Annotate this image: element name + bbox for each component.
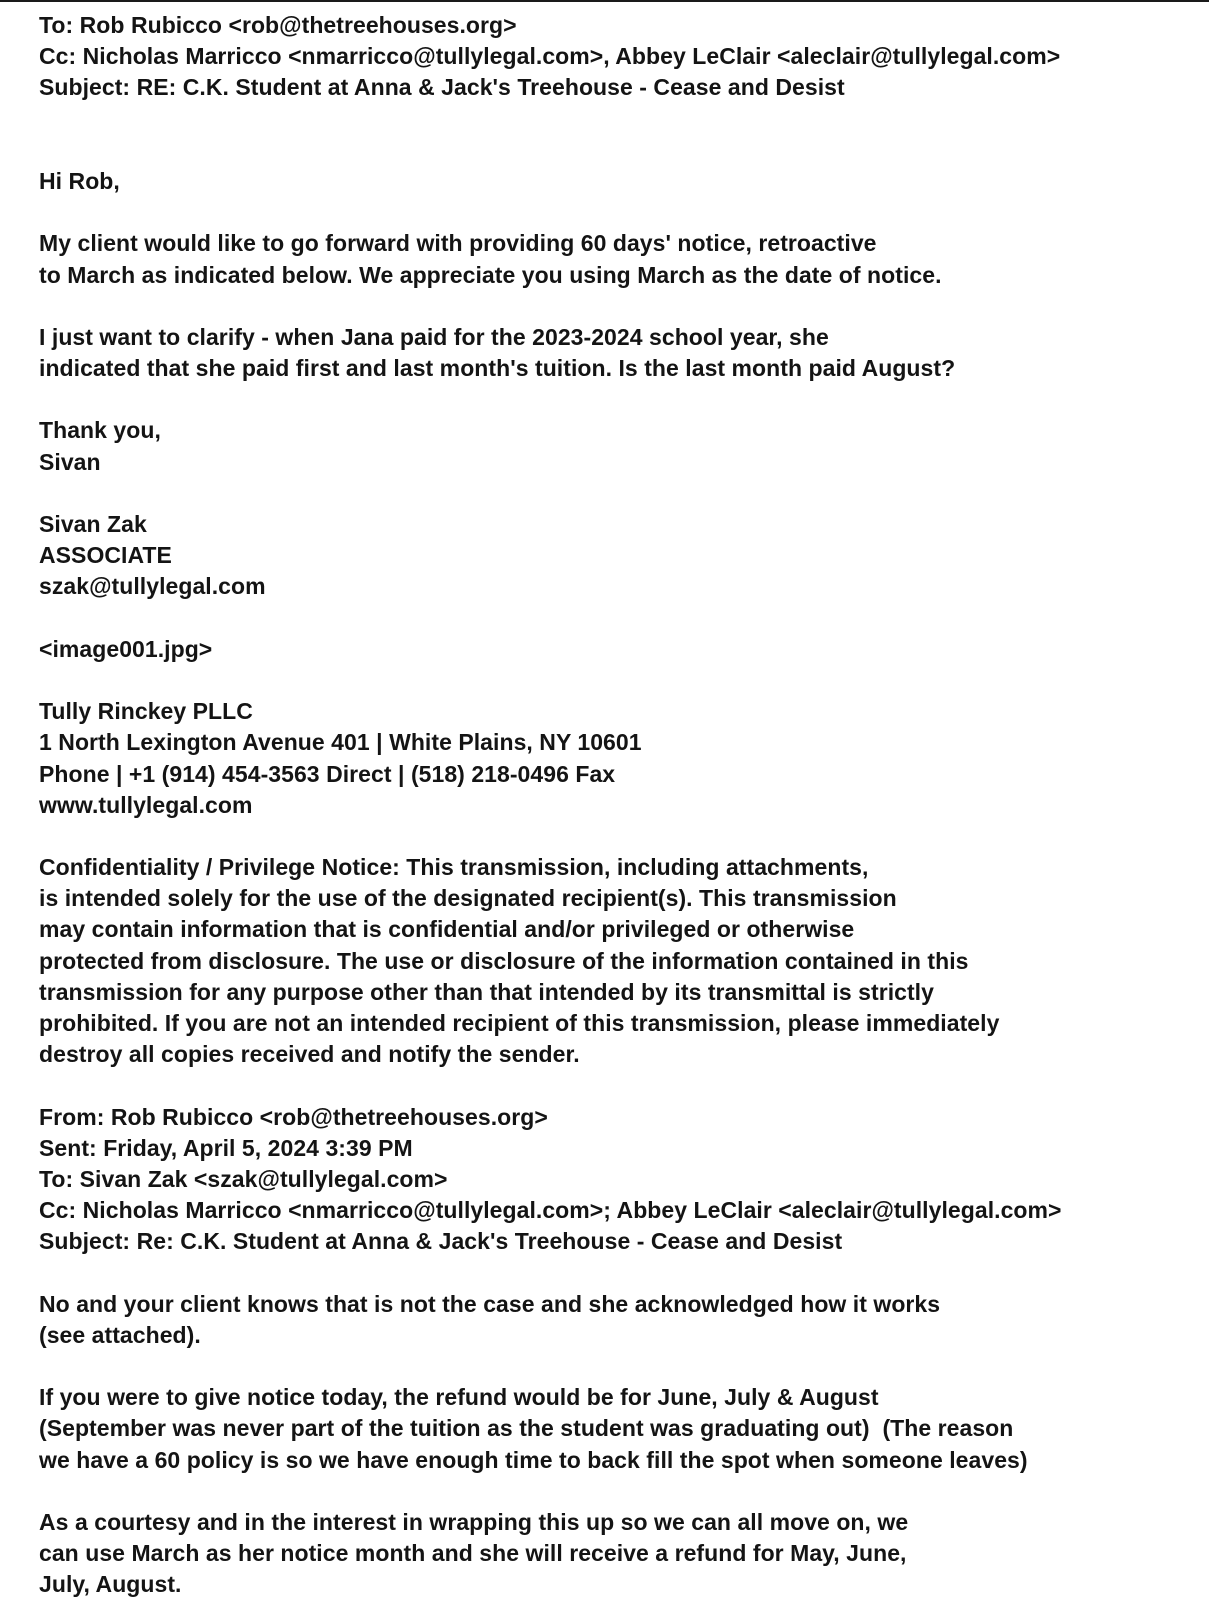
notice-line: Confidentiality / Privilege Notice: This transmission, including attachments, bbox=[39, 854, 869, 881]
spacer bbox=[39, 197, 1199, 228]
notice-line: prohibited. If you are not an intended recipient of this transmission, please immediately bbox=[39, 1010, 1000, 1037]
spacer bbox=[39, 384, 1199, 415]
original-paragraph-2-line: If you were to give notice today, the refund would be for June, July & August bbox=[39, 1384, 879, 1411]
reply-paragraph-2-line: I just want to clarify - when Jana paid for the 2023-2024 school year, she bbox=[39, 323, 829, 350]
notice-line: is intended solely for the use of the designated recipient(s). This transmission bbox=[39, 885, 897, 912]
spacer bbox=[39, 478, 1199, 509]
signature-title: ASSOCIATE bbox=[39, 542, 172, 569]
original-from-line: From: Rob Rubicco <rob@thetreehouses.org> bbox=[39, 1103, 548, 1130]
top-border-line bbox=[0, 0, 1209, 2]
notice-line: may contain information that is confidential and/or privileged or otherwise bbox=[39, 916, 855, 943]
spacer bbox=[39, 1351, 1199, 1382]
reply-paragraph-2-line: indicated that she paid first and last month's tuition. Is the last month paid August? bbox=[39, 355, 956, 382]
spacer bbox=[39, 104, 1199, 166]
original-paragraph-3-line: can use March as her notice month and she will receive a refund for May, June, bbox=[39, 1540, 907, 1567]
original-paragraph-3-line: As a courtesy and in the interest in wrapping this up so we can all move on, we bbox=[39, 1509, 909, 1536]
notice-line: destroy all copies received and notify the sender. bbox=[39, 1041, 580, 1068]
image-attachment-placeholder: <image001.jpg> bbox=[39, 635, 213, 662]
notice-line: protected from disclosure. The use or disclosure of the information contained in this bbox=[39, 947, 969, 974]
confidentiality-notice bbox=[39, 852, 1199, 1070]
reply-to-line: To: Rob Rubicco <rob@thetreehouses.org> bbox=[39, 12, 517, 38]
reply-subject-line: Subject: RE: C.K. Student at Anna & Jack's Treehouse - Cease and Desist bbox=[39, 74, 845, 101]
signature-name: Sivan Zak bbox=[39, 511, 147, 538]
original-paragraph-2-line: (September was never part of the tuition as the student was graduating out) (The reason bbox=[39, 1415, 1014, 1442]
original-sent-line: Sent: Friday, April 5, 2024 3:39 PM bbox=[39, 1134, 413, 1161]
reply-header bbox=[39, 10, 1199, 104]
reply-paragraph-1-line: My client would like to go forward with providing 60 days' notice, retroactive bbox=[39, 230, 877, 257]
original-to-line: To: Sivan Zak <szak@tullylegal.com> bbox=[39, 1165, 448, 1192]
original-message-body bbox=[39, 1289, 1199, 1601]
reply-cc-line: Cc: Nicholas Marricco <nmarricco@tullylegal.com>, Abbey LeClair <aleclair@tullylegal.com> bbox=[39, 43, 1061, 70]
signature-block bbox=[39, 509, 1199, 821]
greeting: Hi Rob, bbox=[39, 167, 120, 194]
spacer bbox=[39, 665, 1199, 696]
sign-off: Sivan bbox=[39, 448, 101, 475]
spacer bbox=[39, 1070, 1199, 1101]
closing: Thank you, bbox=[39, 417, 161, 444]
spacer bbox=[39, 1476, 1199, 1507]
firm-website-link[interactable]: www.tullylegal.com bbox=[39, 791, 253, 818]
signature-email-link[interactable]: szak@tullylegal.com bbox=[39, 573, 266, 600]
firm-name: Tully Rinckey PLLC bbox=[39, 698, 253, 725]
original-paragraph-1-line: No and your client knows that is not the case and she acknowledged how it works bbox=[39, 1290, 941, 1317]
original-message-header bbox=[39, 1102, 1199, 1258]
firm-address: 1 North Lexington Avenue 401 | White Plains, NY 10601 bbox=[39, 729, 642, 756]
reply-paragraph-1-line: to March as indicated below. We appreciate you using March as the date of notice. bbox=[39, 261, 942, 288]
original-paragraph-3-line: July, August. bbox=[39, 1571, 182, 1598]
notice-line: transmission for any purpose other than that intended by its transmittal is strictly bbox=[39, 978, 934, 1005]
original-paragraph-2-line: we have a 60 policy is so we have enough time to back fill the spot when someone leaves) bbox=[39, 1446, 1028, 1473]
original-subject-line: Subject: Re: C.K. Student at Anna & Jack's Treehouse - Cease and Desist bbox=[39, 1228, 843, 1255]
original-cc-line: Cc: Nicholas Marricco <nmarricco@tullylegal.com>; Abbey LeClair <aleclair@tullylegal.com> bbox=[39, 1197, 1062, 1224]
firm-phone: Phone | +1 (914) 454-3563 Direct | (518) 218-0496 Fax bbox=[39, 760, 616, 787]
original-paragraph-1-line: (see attached). bbox=[39, 1321, 201, 1348]
spacer bbox=[39, 603, 1199, 634]
spacer bbox=[39, 821, 1199, 852]
spacer bbox=[39, 1258, 1199, 1289]
spacer bbox=[39, 291, 1199, 322]
email-thread-document bbox=[39, 10, 1199, 1601]
reply-body bbox=[39, 166, 1199, 478]
